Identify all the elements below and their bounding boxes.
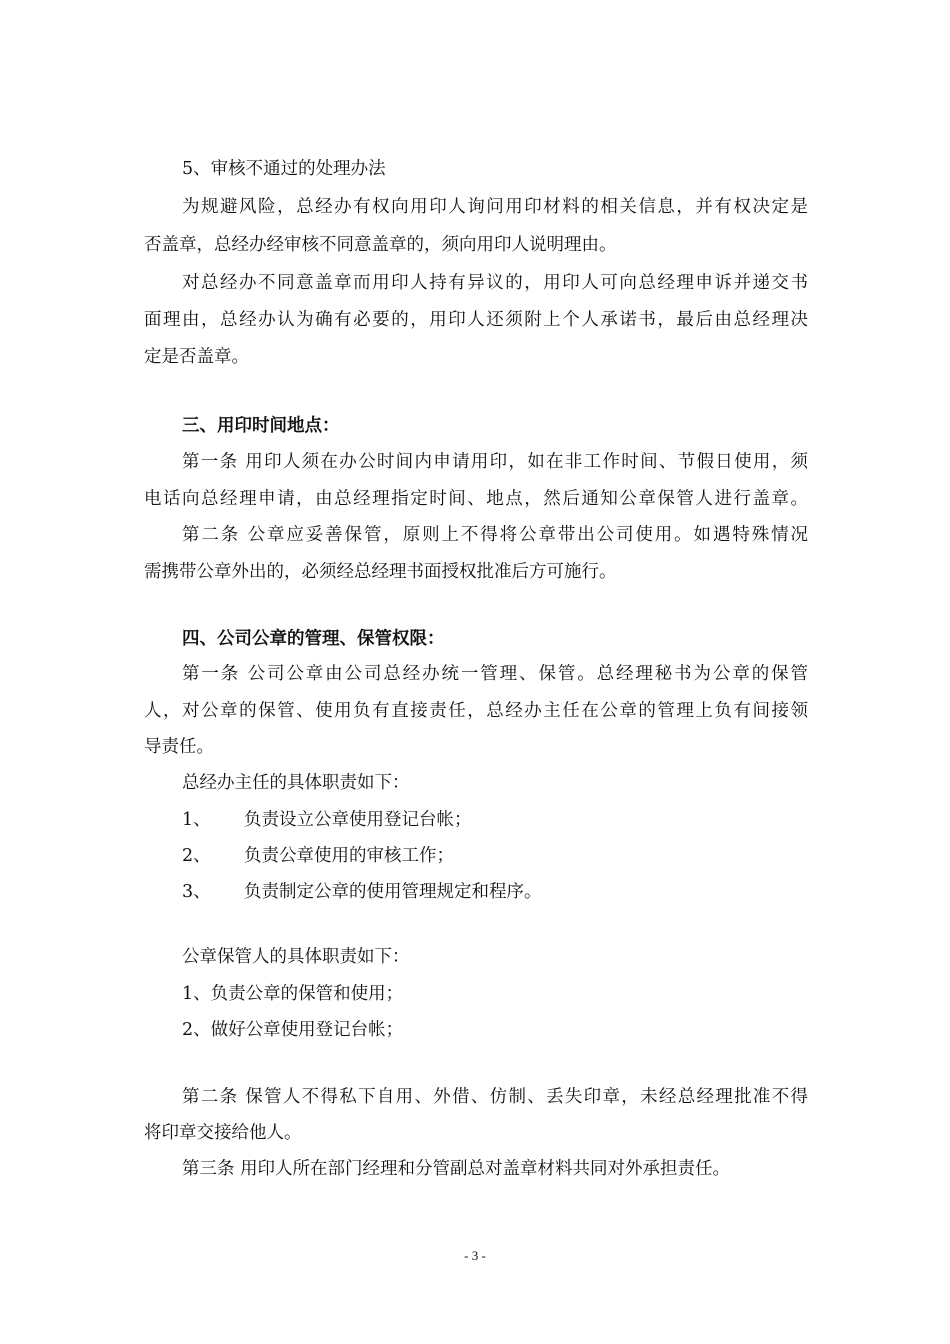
list-item-number: 3、: [182, 882, 211, 902]
article-line: 将印章交接给他人。: [144, 1123, 302, 1143]
keeper-duties-intro: 公章保管人的具体职责如下：: [182, 947, 410, 967]
paragraph-line: 为规避风险，总经办有权向用印人询问用印材料的相关信息，并有权决定是: [182, 197, 808, 217]
list-item: 1、负责公章的保管和使用；: [182, 984, 404, 1004]
list-item-text: 负责制定公章的使用管理规定和程序。: [244, 882, 542, 902]
paragraph-line: 面理由，总经办认为确有必要的，用印人还须附上个人承诺书，最后由总经理决: [144, 310, 808, 330]
list-item-number: 1、: [182, 810, 211, 830]
paragraph-line: 否盖章，总经办经审核不同意盖章的，须向用印人说明理由。: [144, 235, 617, 255]
section-3-heading: 三、用印时间地点：: [182, 416, 340, 436]
section-4-heading: 四、公司公章的管理、保管权限：: [182, 629, 445, 649]
article-line: 第三条 用印人所在部门经理和分管副总对盖章材料共同对外承担责任。: [182, 1159, 731, 1179]
paragraph-line: 定是否盖章。: [144, 347, 249, 367]
list-item: 2、做好公章使用登记台帐；: [182, 1020, 404, 1040]
article-line: 需携带公章外出的，必须经总经理书面授权批准后方可施行。: [144, 562, 617, 582]
article-line: 导责任。: [144, 737, 214, 757]
page-number: - 3 -: [464, 1248, 486, 1263]
director-duties-intro: 总经办主任的具体职责如下：: [182, 773, 410, 793]
paragraph-line: 对总经办不同意盖章而用印人持有异议的，用印人可向总经理申诉并递交书: [182, 273, 808, 293]
article-line: 人，对公章的保管、使用负有直接责任，总经办主任在公章的管理上负有间接领: [144, 701, 808, 721]
list-item-number: 2、: [182, 846, 211, 866]
article-line: 第二条 公章应妥善保管，原则上不得将公章带出公司使用。如遇特殊情况: [182, 525, 808, 545]
section-5-heading: 5、审核不通过的处理办法: [182, 159, 386, 179]
article-line: 第二条 保管人不得私下自用、外借、仿制、丢失印章，未经总经理批准不得: [182, 1087, 808, 1107]
list-item-text: 负责公章使用的审核工作；: [244, 846, 454, 866]
article-line: 电话向总经理申请，由总经理指定时间、地点，然后通知公章保管人进行盖章。: [144, 489, 808, 509]
article-line: 第一条 公司公章由公司总经办统一管理、保管。总经理秘书为公章的保管: [182, 664, 808, 684]
list-item-text: 负责设立公章使用登记台帐；: [244, 810, 472, 830]
article-line: 第一条 用印人须在办公时间内申请用印，如在非工作时间、节假日使用，须: [182, 452, 808, 472]
